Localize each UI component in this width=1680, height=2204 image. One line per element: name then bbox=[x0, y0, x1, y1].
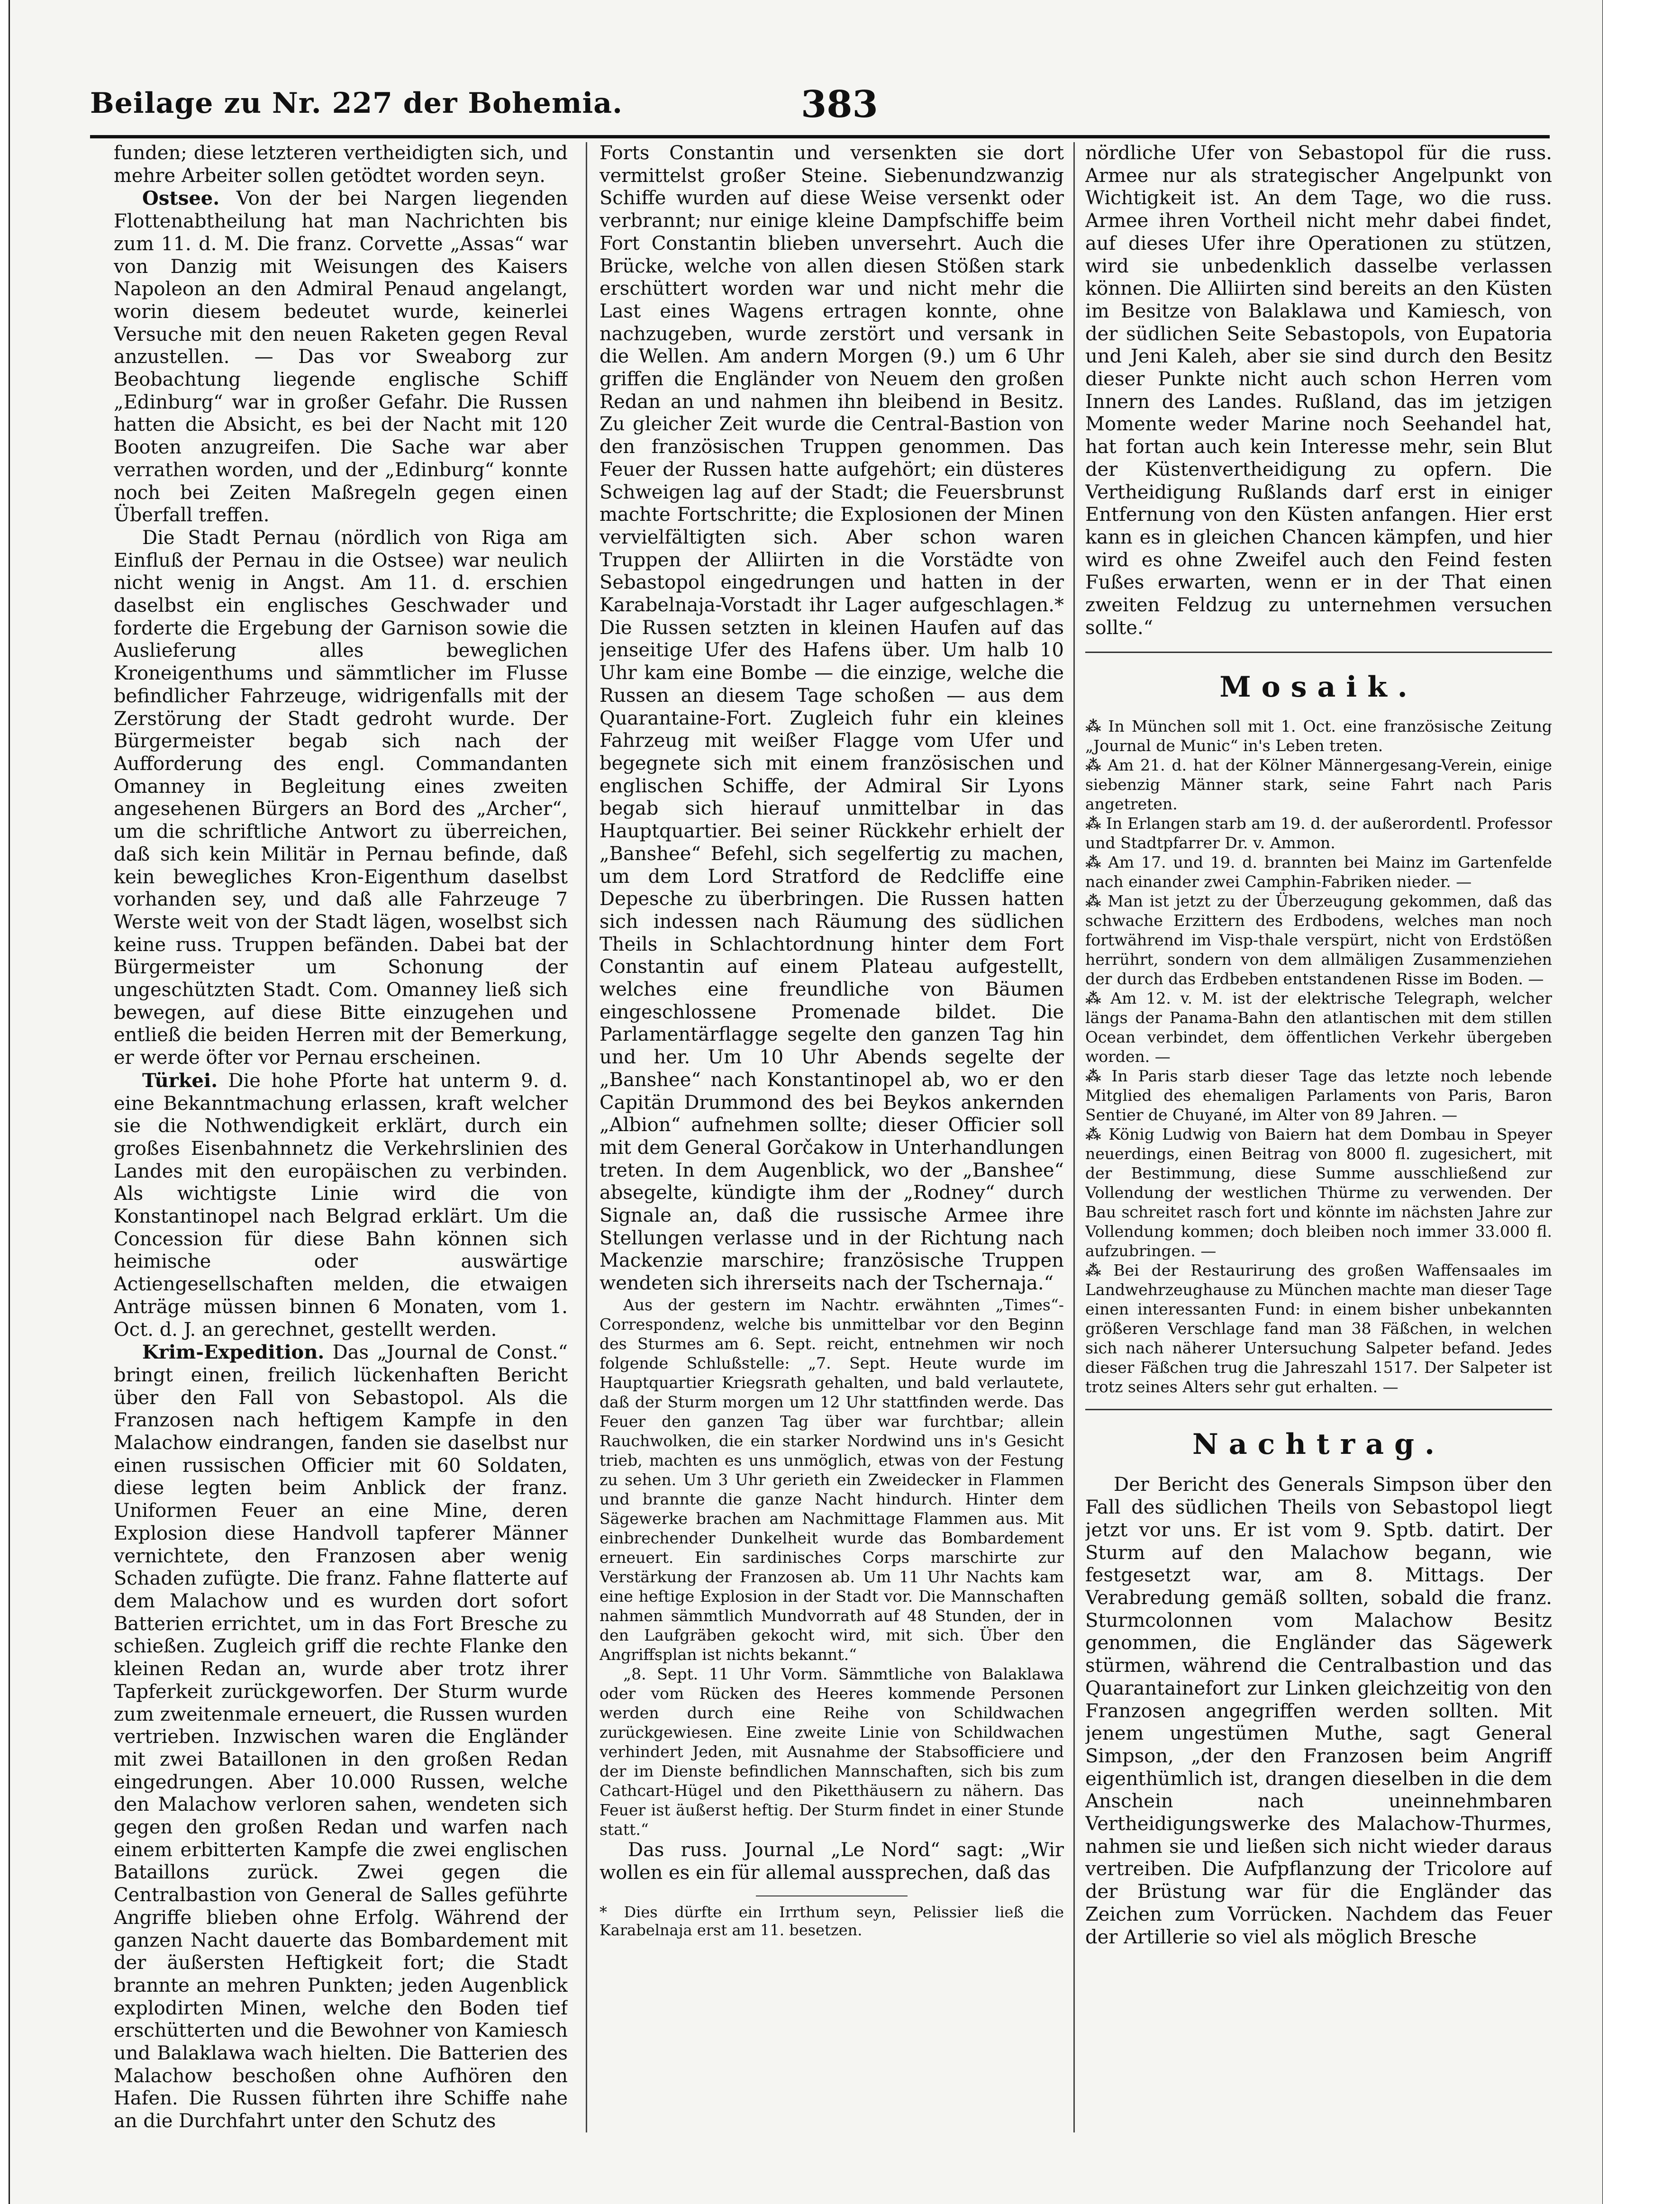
mosaik-text: In München soll mit 1. Oct. eine französische Zeitung „Journal de Munic“ in's Leben treten. bbox=[1085, 717, 1552, 755]
mosaik-item bbox=[1085, 814, 1552, 853]
mosaik-text: Am 21. d. hat der Kölner Männergesang-Verein, einige siebenzig Männer stark, seine Fahrt nach Paris angetreten. bbox=[1085, 756, 1552, 814]
paragraph: funden; diese letzteren vertheidigten sich, und mehre Arbeiter sollen getödtet worden seyn. bbox=[114, 142, 568, 187]
asterism-icon: ⁂ bbox=[1085, 1261, 1109, 1280]
mosaik-item bbox=[1085, 755, 1552, 814]
page-header bbox=[90, 83, 1550, 135]
paragraph: nördliche Ufer von Sebastopol für die russ. Armee nur als strategischer Angelpunkt von Wichtigkeit ist. An dem Tage, wo die russ. Armee ihren Vortheil nicht mehr dabei findet, auf dieses Ufer ihre Operationen zu stützen, wird sie unbedenklich dasselbe verlassen können. Die Alliirten sind bereits an den Küsten im Besitze von Balaklawa und Kamiesch, von der südlichen Seite Sebastopols, von Eupatoria und Jeni Kaleh, aber sie sind durch den Besitz dieser Punkte nicht auch schon Herren vom Innern des Landes. Rußland, das im jetzigen Momente weder Marine noch Seehandel hat, hat fortan auch kein Interesse mehr, sein Blut der Küstenvertheidigung zu opfern. Die Vertheidigung Rußlands darf erst in einiger Entfernung von den Küsten anfangen. Hier erst kann es in gleichen Chancen kämpfen, und hier wird es ohne Zweifel auch den Feind festen Fußes erwarten, wenn er in der That einen zweiten Feldzug zu unternehmen versuchen sollte.“ bbox=[1085, 142, 1552, 639]
mosaik-item bbox=[1085, 989, 1552, 1066]
paragraph: Forts Constantin und versenkten sie dort vermittelst großer Steine. Siebenundzwanzig Schiffe wurden auf diese Weise versenkt oder verbrannt; nur einige kleine Dampfschiffe beim Fort Constantin blieben unversehrt. Auch die Brücke, welche von allen diesen Stößen stark erschüttert worden war und nicht mehr die Last eines Wagens ertragen konnte, ohne nachzugeben, wurde zerstört und versank in die Wellen. Am andern Morgen (9.) um 6 Uhr griffen die Engländer von Neuem den großen Redan an und nahmen ihn bleibend in Besitz. Zu gleicher Zeit wurde die Central-Bastion von den französischen Truppen genommen. Das Feuer der Russen hatte aufgehört; ein düsteres Schweigen lag auf der Stadt; die Feuersbrunst machte Fortschritte; die Explosionen der Minen vervielfältigten sich. Aber schon waren Truppen der Alliirten in die Vorstädte von Sebastopol eingedrungen und hatten in der Karabelnaja-Vorstadt ihr Lager aufgeschlagen.* Die Russen setzten in kleinen Haufen auf das jenseitige Ufer des Hafens über. Um halb 10 Uhr kam eine Bombe — die einzige, welche die Russen an diesem Tage schoßen — aus dem Quarantaine-Fort. Zugleich fuhr ein kleines Fahrzeug mit weißer Flagge vom Ufer und begegnete sich mit einem französischen und englischen Schiffe, der Admiral Sir Lyons begab sich hierauf unmittelbar in das Hauptquartier. Bei seiner Rückkehr erhielt der „Banshee“ Befehl, sich segelfertig zu machen, um dem Lord Stratford de Redcliffe eine Depesche zu überbringen. Die Russen hatten sich indessen nach Räumung des südlichen Theils in Schlachtordnung hinter dem Fort Constantin auf einem Plateau aufgestellt, welches eine freundliche von Bäumen eingeschlossene Promenade bildet. Die Parlamentärflagge segelte den ganzen Tag hin und her. Um 10 Uhr Abends segelte der „Banshee“ nach Konstantinopel ab, wo er den Capitän Drummond des bei Beykos ankernden „Albion“ aufnehmen sollte; dieser Officier soll mit dem General Gorčakow in Unterhandlungen treten. In dem Augenblick, wo der „Banshee“ absegelte, kündigte ihm der „Rodney“ durch Signale an, daß die russische Armee ihre Stellungen verlasse und in der Richtung nach Mackenzie marschire; französische Truppen wendeten sich ihrerseits nach der Tschernaja.“ bbox=[599, 142, 1064, 1295]
mosaik-item bbox=[1085, 891, 1552, 989]
right-margin bbox=[1603, 0, 1680, 2204]
section-heading-nachtrag: Nachtrag. bbox=[1192, 1428, 1445, 1461]
paragraph: „8. Sept. 11 Uhr Vorm. Sämmtliche von Balaklawa oder vom Rücken des Heeres kommende Personen werden durch eine Reihe von Schildwachen zurückgewiesen. Eine zweite Linie von Schildwachen verhindert Jeden, mit Ausnahme der Stabsofficiere und der im Dienste befindlichen Mannschaften, sich bis zum Cathcart-Hügel und den Piketthäusern zu nähern. Das Feuer ist äußerst heftig. Der Sturm findet in einer Stunde statt.“ bbox=[599, 1664, 1064, 1839]
article-lead: Krim-Expedition. bbox=[142, 1341, 325, 1364]
article-lead: Ostsee. bbox=[142, 187, 220, 210]
mosaik-text: Man ist jetzt zu der Überzeugung gekommen, daß das schwache Erzittern des Erdbodens, welches man noch fortwährend im Visp-thale verspürt, nicht von Erdstößen herrührt, sondern von dem allmäligen Zusammenziehen der durch das Erdbeben entstandenen Risse im Boden. — bbox=[1085, 892, 1552, 989]
asterism-icon: ⁂ bbox=[1085, 1067, 1107, 1086]
article-text: Das „Journal de Const.“ bringt einen, freilich lückenhaften Bericht über den Fall von Sebastopol. Als die Franzosen nach heftigem Kampfe in den Malachow eindrangen, fanden sie daselbst nur einen russischen Officier mit 60 Soldaten, diese legten beim Anblick der franz. Uniformen Feuer an eine Mine, deren Explosion diese Handvoll tapferer Männer vernichtete, den Franzosen aber wenig Schaden zufügte. Die franz. Fahne flatterte auf dem Malachow und es wurden dort sofort Batterien errichtet, um in das Fort Bresche zu schießen. Zugleich griff die rechte Flanke den kleinen Redan an, wurde aber trotz ihrer Tapferkeit zurückgeworfen. Der Sturm wurde zum zweitenmale erneuert, die Russen wurden vertrieben. Inzwischen waren die Engländer mit zwei Bataillonen in den großen Redan eingedrungen. Aber 10.000 Russen, welche den Malachow verloren sahen, wendeten sich gegen den großen Redan und warfen nach einem erbitterten Kampfe die zwei englischen Bataillons zurück. Zwei gegen die Centralbastion von General de Salles geführte Angriffe blieben ohne Erfolg. Während der ganzen Nacht dauerte das Bombardement mit der äußersten Heftigkeit fort; die Stadt brannte an mehren Punkten; jeden Augenblick explodirten Minen, welche den Boden tief erschütterten und die Bewohner von Kamiesch und Balaklawa wach hielten. Die Batterien des Malachow beschoßen ohne Aufhören den Hafen. Die Russen führten ihre Schiffe nahe an die Durchfahrt unter den Schutz des bbox=[114, 1342, 568, 2132]
paragraph: Der Bericht des Generals Simpson über den Fall des südlichen Theils von Sebastopol liegt jetzt vor uns. Er ist vom 9. Sptb. datirt. Der Sturm auf den Malachow begann, wie festgesetzt war, am 8. Mittags. Der Verabredung gemäß sollten, sobald die franz. Sturmcolonnen vom Malachow Besitz genommen, die Engländer das Sägewerk stürmen, während die Centralbastion und das Quarantainefort zur Linken gleichzeitig von den Franzosen angegriffen werden sollten. Mit jenem ungestümen Muthe, sagt General Simpson, „der den Franzosen beim Angriff eigenthümlich ist, drangen dieselben in die dem Anschein nach uneinnehmbaren Vertheidigungswerke des Malachow-Thurmes, nahmen sie und ließen sich nicht wieder daraus vertreiben. Die Aufpflanzung der Tricolore auf der Brüstung war für die Engländer das Zeichen zum Vorrücken. Nachdem das Feuer der Artillerie so viel als möglich Bresche bbox=[1085, 1474, 1552, 1948]
page-number: 383 bbox=[801, 83, 878, 126]
column-1 bbox=[114, 142, 568, 2156]
asterism-icon: ⁂ bbox=[1085, 756, 1103, 775]
paragraph: Die Stadt Pernau (nördlich von Riga am Einfluß der Pernau in die Ostsee) war neulich nicht wenig in Angst. Am 11. d. erschien daselbst ein englisches Geschwader und forderte die Ergebung der Garnison sowie die Auslieferung alles beweglichen Kroneigenthums und sämmtlicher im Flusse befindlicher Fahrzeuge, widrigenfalls mit der Zerstörung der Stadt gedroht wurde. Der Bürgermeister begab sich nach der Aufforderung des engl. Commandanten Omanney in Begleitung eines zweiten angesehenen Bürgers an Bord des „Archer“, um die schriftliche Antwort zu überreichen, daß sich kein Militär in Pernau befinde, daß kein bewegliches Kron-Eigenthum daselbst vorhanden sey, und daß alle Fahrzeuge 7 Werste weit von der Stadt lägen, woselbst sich keine russ. Truppen befänden. Dabei bat der Bürgermeister um Schonung der ungeschützten Stadt. Com. Omanney ließ sich bewegen, auf diese Bitte einzugehen und entließ die beiden Herren mit der Bemerkung, er werde öfter vor Pernau erscheinen. bbox=[114, 526, 568, 1069]
article-krim bbox=[114, 1341, 568, 2133]
asterism-icon: ⁂ bbox=[1085, 1125, 1104, 1144]
section-rule bbox=[1085, 652, 1552, 653]
mosaik-text: Am 17. und 19. d. brannten bei Mainz im Gartenfelde nach einander zwei Camphin-Fabriken nieder. — bbox=[1085, 853, 1552, 891]
header-title: Beilage zu Nr. 227 der Bohemia. bbox=[90, 87, 623, 120]
column-2 bbox=[599, 142, 1064, 2156]
column-divider bbox=[586, 142, 587, 2132]
paragraph: Das russ. Journal „Le Nord“ sagt: „Wir wollen es ein für allemal aussprechen, daß das bbox=[599, 1839, 1064, 1884]
paragraph: Aus der gestern im Nachtr. erwähnten „Times“-Correspondenz, welche bis unmittelbar vor den Beginn des Sturmes am 6. Sept. reicht, entnehmen wir noch folgende Schlußstelle: „7. Sept. Heute wurde im Hauptquartier Kriegsrath gehalten, und bald verlautete, daß der Sturm morgen um 12 Uhr stattfinden werde. Das Feuer den ganzen Tag über war furchtbar; allein Rauchwolken, die ein starker Nordwind uns in's Gesicht trieb, machten es uns unmöglich, etwas von der Festung zu sehen. Um 3 Uhr gerieth ein Zweidecker in Flammen und brannte die ganze Nacht hindurch. Hinter dem Sägewerke brachen am Nachmittage Flammen aus. Mit einbrechender Dunkelheit wurde das Bombardement erneuert. Ein sardinisches Corps marschirte zur Verstärkung der Franzosen ab. Um 11 Uhr Nachts kam eine heftige Explosion in der Stadt vor. Die Mannschaften nahmen sämmtlich Mundvorrath auf 48 Stunden, der in den Laufgräben gekocht wird, mit sich. Über den Angriffsplan ist nichts bekannt.“ bbox=[599, 1295, 1064, 1664]
mosaik-text: In Paris starb dieser Tage das letzte noch lebende Mitglied des ehemaligen Parlaments von Paris, Baron Sentier de Chuyané, im Alter von 89 Jahren. — bbox=[1085, 1067, 1552, 1125]
asterism-icon: ⁂ bbox=[1085, 853, 1104, 872]
asterism-icon: ⁂ bbox=[1085, 892, 1103, 911]
article-ostsee bbox=[114, 187, 568, 527]
header-rule bbox=[90, 135, 1550, 138]
column-3 bbox=[1085, 142, 1552, 2156]
mosaik-text: Bei der Restaurirung des großen Waffensaales im Landwehrzeughause zu München machte man dieser Tage einen interessanten Fund: in einem bisher unbekannten größeren Verschlage fand man 38 Fäßchen, in welchen sich nach näherer Untersuchung Salpeter befand. Jedes dieser Fäßchen trug die Jahreszahl 1517. Der Salpeter ist trotz seines Alters sehr gut erhalten. — bbox=[1085, 1261, 1552, 1397]
mosaik-item bbox=[1085, 1066, 1552, 1125]
article-text: Die hohe Pforte hat unterm 9. d. eine Bekanntmachung erlassen, kraft welcher sie die Nothwendigkeit erklärt, durch ein großes Eisenbahnnetz die Verkehrslinien des Landes mit den europäischen zu verbinden. Als wichtigste Linie wird die von Konstantinopel nach Belgrad erklärt. Um die Concession für diese Bahn können sich heimische oder auswärtige Actiengesellschaften melden, die etwaigen Anträge müssen binnen 6 Monaten, vom 1. Oct. d. J. an gerechnet, gestellt werden. bbox=[114, 1070, 568, 1341]
mosaik-text: In Erlangen starb am 19. d. der außerordentl. Professor und Stadtpfarrer Dr. v. Ammon. bbox=[1085, 814, 1552, 853]
mosaik-item bbox=[1085, 853, 1552, 891]
asterism-icon: ⁂ bbox=[1085, 717, 1104, 736]
footnote: * Dies dürfte ein Irrthum seyn, Pelissier ließ die Karabelnaja erst am 11. besetzen. bbox=[599, 1903, 1064, 1940]
article-tuerkei bbox=[114, 1070, 568, 1341]
asterism-icon: ⁂ bbox=[1085, 989, 1106, 1008]
mosaik-item bbox=[1085, 1261, 1552, 1397]
mosaik-text: Am 12. v. M. ist der elektrische Telegraph, welcher längs der Panama-Bahn den atlantischen mit dem stillen Ocean verbindet, dem öffentlichen Verkehr übergeben worden. — bbox=[1085, 989, 1552, 1066]
section-heading-mosaik: Mosaik. bbox=[1219, 671, 1418, 704]
mosaik-item bbox=[1085, 717, 1552, 755]
article-lead: Türkei. bbox=[142, 1069, 218, 1092]
column-divider bbox=[1073, 142, 1075, 2132]
mosaik-item bbox=[1085, 1125, 1552, 1261]
section-rule bbox=[1085, 1409, 1552, 1410]
article-text: Von der bei Nargen liegenden Flottenabtheilung hat man Nachrichten bis zum 11. d. M. Die franz. Corvette „Assas“ war von Danzig mit Weisungen des Kaisers Napoleon an den Admiral Penaud angelangt, worin diesem bedeutet wurde, keinerlei Versuche mit den neuen Raketen gegen Reval anzustellen. — Das vor Sweaborg zur Beobachtung liegende englische Schiff „Edinburg“ war in großer Gefahr. Die Russen hatten die Absicht, es bei der Nacht mit 120 Booten anzugreifen. Die Sache war aber verrathen worden, und der „Edinburg“ konnte noch bei Zeiten Maßregeln gegen einen Überfall treffen. bbox=[114, 188, 568, 526]
mosaik-text: König Ludwig von Baiern hat dem Dombau in Speyer neuerdings, einen Beitrag von 8000 fl. zugesichert, mit der Bestimmung, diese Summe ausschließend zur Vollendung der westlichen Thürme zu verwenden. Der Bau schreitet rasch fort und könnte im nächsten Jahre zur Vollendung kommen; doch bleiben noch immer 33.000 fl. aufzubringen. — bbox=[1085, 1125, 1552, 1261]
asterism-icon: ⁂ bbox=[1085, 814, 1102, 833]
